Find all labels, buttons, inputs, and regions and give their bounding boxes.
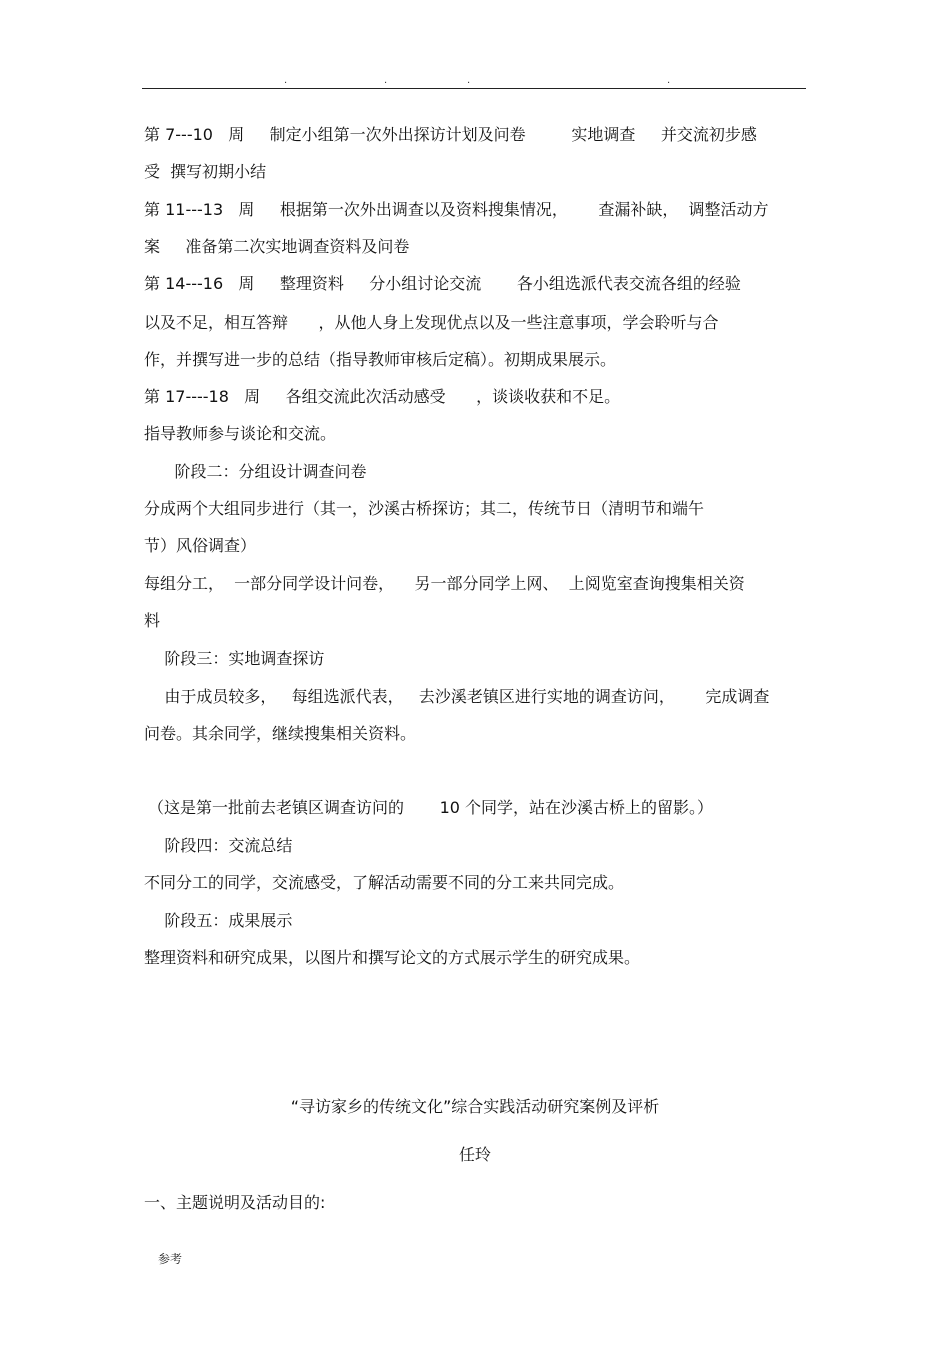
body-line: 第 11---13 周 根据第一次外出调查以及资料搜集情况， 查漏补缺， 调整活动方 <box>144 200 769 219</box>
body-line: 整理资料和研究成果，以图片和撰写论文的方式展示学生的研究成果。 <box>144 948 641 967</box>
photo-caption: （这是第一批前去老镇区调查访问的 10 个同学，站在沙溪古桥上的留影。） <box>148 798 714 817</box>
body-line: 作，并撰写进一步的总结（指导教师审核后定稿）。初期成果展示。 <box>144 350 617 369</box>
body-line: 不同分工的同学，交流感受，了解活动需要不同的分工来共同完成。 <box>144 873 625 892</box>
body-line: 分成两个大组同步进行（其一，沙溪古桥探访；其二，传统节日（清明节和端午 <box>144 499 705 518</box>
body-line: 节）风俗调查） <box>144 536 257 555</box>
article-author: 任玲 <box>458 1145 491 1164</box>
section-heading: 阶段五：成果展示 <box>144 911 293 930</box>
body-line: 第 14---16 周 整理资料 分小组讨论交流 各小组选派代表交流各组的经验 <box>144 274 741 293</box>
body-line: 指导教师参与谈论和交流。 <box>144 424 337 443</box>
header-dot: . <box>667 75 671 86</box>
body-line: 料 <box>144 611 161 630</box>
body-line: 以及不足，相互答辩 ，从他人身上发现优点以及一些注意事项，学会聆听与合 <box>144 313 719 332</box>
body-line: 受 撰写初期小结 <box>144 162 267 181</box>
body-line: 问卷。其余同学，继续搜集相关资料。 <box>144 724 417 743</box>
body-line: 第 7---10 周 制定小组第一次外出探访计划及问卷 实地调查 并交流初步感 <box>144 125 757 144</box>
body-line: 案 准备第二次实地调查资料及问卷 <box>144 237 410 256</box>
header-rule <box>142 88 806 89</box>
section-heading: 阶段二：分组设计调查问卷 <box>144 462 367 481</box>
header-dot: . <box>384 75 388 86</box>
article-title: “寻访家乡的传统文化”综合实践活动研究案例及评析 <box>290 1097 660 1116</box>
header-dot: . <box>284 75 288 86</box>
body-line: 由于成员较多， 每组选派代表， 去沙溪老镇区进行实地的调查访问， 完成调查 <box>144 687 770 706</box>
section-heading: 阶段四：交流总结 <box>144 836 293 855</box>
section-heading: 一、主题说明及活动目的: <box>144 1193 326 1212</box>
body-line: 第 17----18 周 各组交流此次活动感受 ，谈谈收获和不足。 <box>144 387 621 406</box>
section-heading: 阶段三：实地调查探访 <box>144 649 325 668</box>
footer-label: 参考 <box>158 1252 183 1266</box>
body-line: 每组分工， 一部分同学设计问卷， 另一部分同学上网、 上阅览室查询搜集相关资 <box>144 574 745 593</box>
header-dot: . <box>467 75 471 86</box>
